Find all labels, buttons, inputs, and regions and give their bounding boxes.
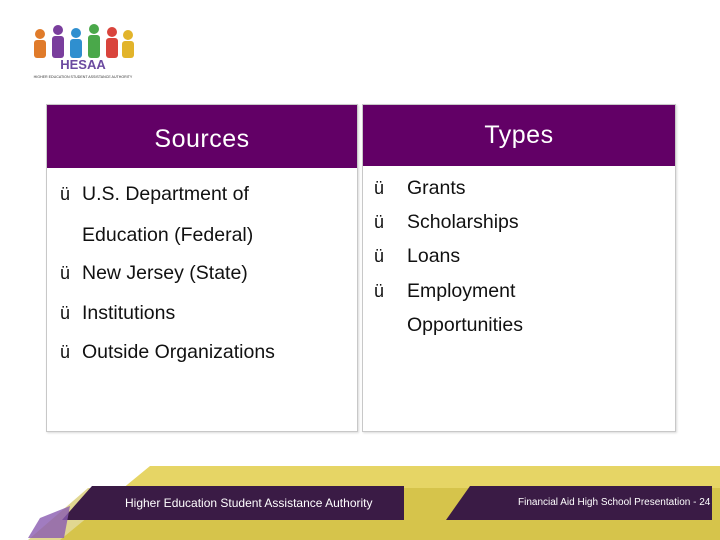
hesaa-logo [22, 20, 144, 82]
source-item-federal-line1: U.S. Department of [82, 183, 249, 205]
checkmark-icon: ü [374, 212, 385, 232]
type-item-employment-line2: Opportunities [407, 314, 523, 336]
checkmark-icon: ü [60, 342, 71, 362]
checkmark-icon: ü [374, 246, 385, 266]
footer-organization-text: Higher Education Student Assistance Authority [125, 496, 373, 510]
checkmark-icon: ü [374, 178, 385, 198]
type-item-grants: Grants [407, 177, 466, 199]
footer-slide-number-text: Financial Aid High School Presentation - 24 [518, 497, 711, 508]
source-item-federal-line2: Education (Federal) [82, 224, 254, 246]
logo-wordmark: HESAA [60, 57, 106, 72]
graduates-logo-graphic [22, 20, 144, 82]
checkmark-icon: ü [60, 184, 71, 204]
checkmark-icon: ü [60, 303, 71, 323]
source-item-institutions: Institutions [82, 302, 176, 324]
checkmark-icon: ü [60, 263, 71, 283]
checkmark-icon: ü [374, 281, 385, 301]
type-item-employment-line1: Employment [407, 280, 516, 302]
source-item-state: New Jersey (State) [82, 262, 248, 284]
logo-tagline: HIGHER EDUCATION STUDENT ASSISTANCE AUTHORITY [33, 75, 133, 79]
source-item-outside-orgs: Outside Organizations [82, 341, 275, 363]
types-heading: Types [363, 105, 675, 166]
type-item-loans: Loans [407, 245, 461, 267]
types-panel [362, 104, 676, 432]
type-item-scholarships: Scholarships [407, 211, 519, 233]
sources-heading: Sources [47, 105, 357, 168]
